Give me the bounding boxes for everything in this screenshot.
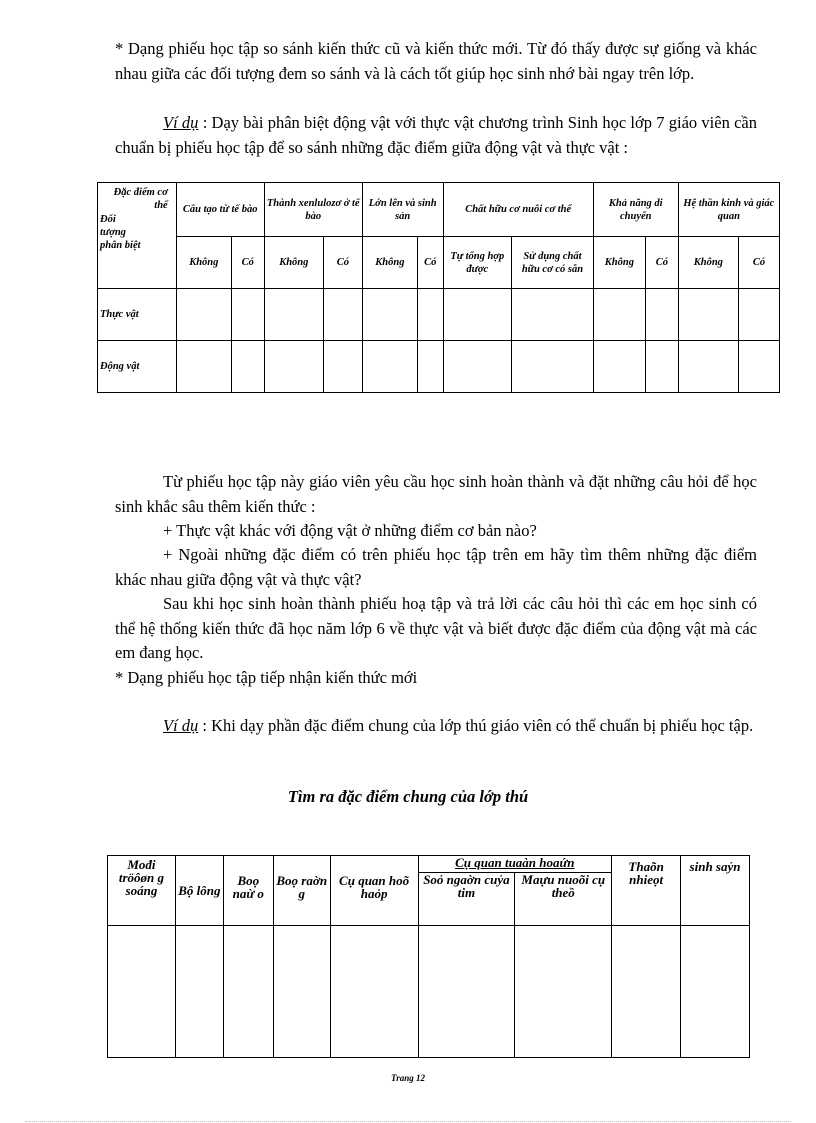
- paragraph-example-2: [115, 714, 757, 739]
- header-respiratory: Cụ quan hoõ haỏp: [330, 856, 418, 926]
- table-row: [108, 926, 750, 1058]
- paragraph-example-1: [115, 111, 757, 160]
- example-label: Ví dụ: [163, 716, 199, 735]
- paragraph-teacher-request: Từ phiếu học tập này giáo viên yêu cầu học sinh hoàn thành và đặt những câu hỏi để học sinh khắc sâu thêm kiến thức :: [115, 472, 757, 516]
- use-organic-header: Sử dụng chất hữu cơ có sẵn: [512, 237, 594, 289]
- table-row: [98, 289, 780, 341]
- yes-header: Có: [739, 237, 780, 289]
- group-header: Chất hữu cơ nuôi cơ thể: [443, 183, 593, 237]
- yes-header: Có: [323, 237, 362, 289]
- paragraph-comparison-type: * Dạng phiếu học tập so sánh kiến thức cũ và kiến thức mới. Từ đó thấy được sự giống và khác nhau giữa các đối tượng đem so sánh và là cách tốt giúp học sinh nhớ bài ngay trên lớp.: [115, 39, 757, 83]
- example-text: : Khi dạy phần đặc điểm chung của lớp thú giáo viên có thể chuẩn bị phiếu học tập.: [198, 716, 754, 735]
- corner-cell: [98, 183, 177, 289]
- header-body-temp: Thaõn nhieọt: [612, 856, 681, 926]
- row-label-animals: Động vật: [98, 341, 177, 393]
- no-header: Không: [264, 237, 323, 289]
- question-2: + Ngoài những đặc điểm có trên phiếu học tập trên em hãy tìm thêm những đặc điểm khác nhau giữa động vật và thực vật?: [115, 545, 757, 589]
- question-1: + Thực vật khác với động vật ở những điểm cơ bản nào?: [163, 521, 537, 540]
- page-divider: [25, 1121, 791, 1122]
- group-header: Khả năng di chuyển: [593, 183, 678, 237]
- group-header: Cấu tạo từ tế bào: [176, 183, 264, 237]
- worksheet-title: Tìm ra đặc điểm chung của lớp thú: [287, 787, 529, 806]
- header-blood-supply: Maựu nuoõi cụ theồ: [515, 873, 612, 926]
- group-header: Lớn lên và sinh sản: [362, 183, 443, 237]
- self-made-header: Tự tổng hợp được: [443, 237, 512, 289]
- mammal-worksheet-table: [107, 855, 750, 1058]
- comparison-table: [97, 182, 780, 393]
- row-label-plants: Thực vật: [98, 289, 177, 341]
- page-number: Trang 12: [391, 1073, 425, 1083]
- no-header: Không: [176, 237, 231, 289]
- corner-top-label: Đặc điểm cơ thể: [113, 187, 168, 211]
- header-reproduction: sinh saỷn: [681, 856, 750, 926]
- header-fur: Bộ lông: [175, 856, 223, 926]
- header-habitat: Mođi tröôøn g soáng: [108, 856, 176, 926]
- yes-header: Có: [417, 237, 443, 289]
- no-header: Không: [593, 237, 645, 289]
- no-header: Không: [362, 237, 417, 289]
- group-header: Hệ thần kinh và giác quan: [678, 183, 779, 237]
- table-row: [98, 341, 780, 393]
- paragraph-summary: Sau khi học sinh hoàn thành phiếu hoạ tập và trả lời các câu hỏi thì các em học sinh có thể hệ thống kiến thức đã học năm lớp 6 về thực vật và biết được đặc điểm của động vật mà các em đang học.: [115, 594, 757, 662]
- group-header: Thành xenlulozơ ở tế bào: [264, 183, 362, 237]
- header-brain: Boọ naừ o: [223, 856, 273, 926]
- header-circulatory-group: Cụ quan tuaàn hoaứn: [418, 856, 612, 873]
- no-header: Không: [678, 237, 738, 289]
- corner-bottom-label: Đối tượng phân biệt: [100, 214, 141, 251]
- example-label: Ví dụ: [163, 113, 199, 132]
- header-heart-chambers: Soỏ ngaờn cuỷa tim: [418, 873, 515, 926]
- paragraph-new-knowledge-type: * Dạng phiếu học tập tiếp nhận kiến thức mới: [115, 668, 418, 687]
- yes-header: Có: [645, 237, 678, 289]
- example-text: : Dạy bài phân biệt động vật với thực vật chương trình Sinh học lớp 7 giáo viên cần chuẩn bị phiếu học tập để so sánh những đặc điểm giữa động vật và thực vật :: [115, 113, 757, 157]
- yes-header: Có: [231, 237, 264, 289]
- header-teeth: Boọ raờn g: [273, 856, 330, 926]
